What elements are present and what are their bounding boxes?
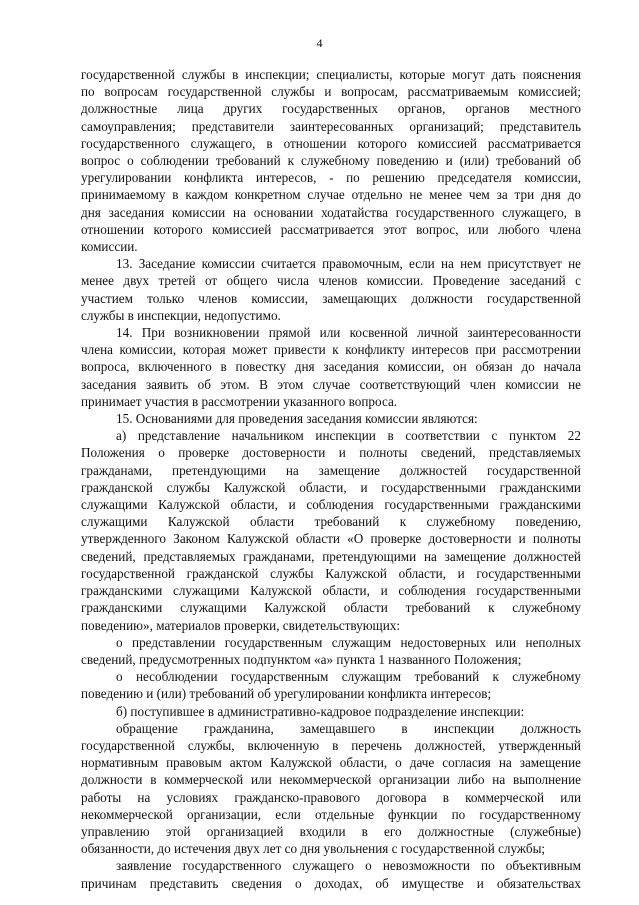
- text-line: 15. Основаниями для проведения заседания комиссии являются:: [116, 411, 478, 427]
- text-line: заседания заявить об этом. В этом случае соответствующий член комиссии не: [81, 376, 581, 392]
- document-body: [81, 66, 581, 892]
- text-line: сведений, предусмотренных подпунктом «а» пункта 1 названного Положения;: [81, 651, 522, 667]
- text-line: поведению и (или) требований об урегулировании конфликта интересов;: [81, 686, 492, 702]
- text-line: гражданскими служащими Калужской области требований к служебному: [81, 600, 581, 616]
- text-line: дня заседания комиссии на основании ходатайства государственного служащего, в: [81, 204, 581, 220]
- text-line: служащими Калужской области требований к служебному поведению,: [81, 514, 581, 530]
- text-line: государственной службы, включенную в перечень должностей, утвержденный: [81, 737, 581, 753]
- text-line: должностные лица других государственных органов, органов местного: [81, 101, 581, 117]
- text-line: некоммерческой организации, если отдельные функции по государственному: [81, 806, 581, 822]
- text-line: нормативным правовым актом Калужской области, о даче согласия на замещение: [81, 755, 581, 771]
- text-line: государственной службы в инспекции; специалисты, которые могут дать пояснения: [81, 67, 581, 82]
- text-line: участием только членов комиссии, замещающих должности государственной: [81, 290, 581, 306]
- text-line: служащими Калужской области, и соблюдения государственными гражданскими: [81, 497, 581, 513]
- text-line: работы на условиях гражданско-правового договора в коммерческой или: [81, 789, 581, 805]
- text-line: гражданскими служащими Калужской области, и соблюдения государственными: [81, 583, 581, 599]
- text-line: комиссии.: [81, 239, 138, 255]
- text-line: обязанности, до истечения двух лет со дня увольнения с государственной службы;: [81, 841, 546, 857]
- text-line: урегулировании конфликта интересов, - по решению председателя комиссии,: [81, 170, 581, 186]
- text-line: Положения о проверке достоверности и полноты сведений, представляемых: [81, 445, 581, 461]
- text-line: службы в инспекции, недопустимо.: [81, 307, 281, 323]
- text-line: управлению этой организацией входили в его должностные (служебные): [81, 823, 581, 839]
- page-number: 4: [316, 36, 323, 50]
- text-line: принимает участия в рассмотрении указанного вопроса.: [81, 393, 398, 409]
- text-line: 13. Заседание комиссии считается правомочным, если на нем присутствует не: [116, 256, 581, 272]
- text-line: 14. При возникновении прямой или косвенной личной заинтересованности: [116, 325, 581, 341]
- text-line: самоуправления; представители заинтересованных организаций; представитель: [81, 118, 581, 134]
- text-line: а) представление начальником инспекции в соответствии с пунктом 22: [116, 428, 581, 444]
- text-line: поведению», материалов проверки, свидетельствующих:: [81, 617, 401, 633]
- text-line: отношении которого комиссией рассматривается этот вопрос, или любого члена: [81, 221, 581, 237]
- text-line: должности в коммерческой или некоммерческой организации либо на выполнение: [81, 772, 581, 788]
- text-line: о несоблюдении государственным служащим требований к служебному: [116, 669, 581, 685]
- text-line: о представлении государственным служащим недостоверных или неполных: [116, 634, 581, 650]
- text-line: вопроса, включенного в повестку дня заседания комиссии, он обязан до начала: [81, 359, 581, 375]
- text-line: вопрос о соблюдении требований к служебному поведению и (или) требований об: [81, 153, 581, 169]
- text-line: б) поступившее в административно-кадровое подразделение инспекции:: [116, 703, 525, 719]
- text-line: причинам представить сведения о доходах, об имуществе и обязательствах: [81, 875, 581, 891]
- text-line: обращение гражданина, замещавшего в инспекции должность: [116, 720, 581, 736]
- text-line: по вопросам государственной службы и вопросам, рассматриваемым комиссией;: [81, 84, 581, 100]
- text-line: государственной гражданской службы Калужской области, и государственными: [81, 565, 581, 581]
- text-line: принимаемому в каждом конкретном случае отдельно не менее чем за три дня до: [81, 187, 581, 203]
- text-line: сведений, представляемых гражданами, претендующими на замещение должностей: [81, 548, 581, 564]
- text-line: менее двух третей от общего числа членов комиссии. Проведение заседаний с: [81, 273, 581, 289]
- text-line: гражданской службы Калужской области, и государственными гражданскими: [81, 479, 581, 495]
- text-line: гражданами, претендующими на замещение должностей государственной: [81, 462, 581, 478]
- text-line: члена комиссии, которая может привести к конфликту интересов при рассмотрении: [81, 342, 581, 358]
- text-line: государственного служащего, в отношении которого комиссией рассматривается: [81, 135, 581, 151]
- text-line: заявление государственного служащего о невозможности по объективным: [116, 858, 581, 874]
- text-line: утвержденного Законом Калужской области «О проверке достоверности и полноты: [81, 531, 581, 547]
